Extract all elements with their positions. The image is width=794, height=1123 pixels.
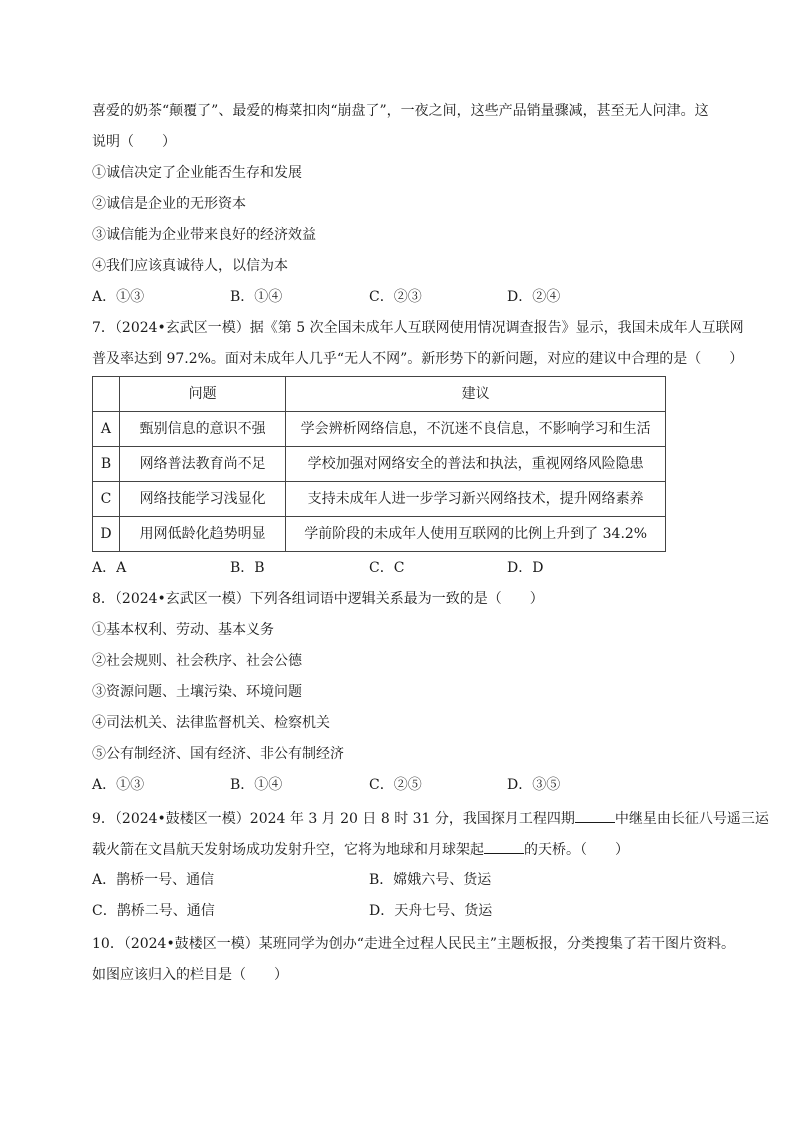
q8-statement-2: ②社会规则、社会秩序、社会公德 [92,653,302,669]
table-cell-problem: 用网低龄化趋势明显 [119,517,285,552]
table-cell-suggestion: 支持未成年人进一步学习新兴网络技术，提升网络素养 [286,482,666,517]
table-cell-suggestion: 学会辨析网络信息，不沉迷不良信息，不影响学习和生活 [286,412,666,447]
table-cell-letter: A [93,412,120,447]
q9-option-a[interactable]: A．鹊桥一号、通信 [92,872,215,888]
q7-table [92,376,666,552]
table-cell-letter: D [93,517,120,552]
q9-stem-line2 [92,839,629,860]
q8-option-d[interactable]: D．③⑤ [507,777,561,793]
q8-statement-4: ④司法机关、法律监督机关、检察机关 [92,715,330,731]
q6-option-c[interactable]: C．②③ [369,289,422,305]
q8-options [92,775,692,795]
q8-option-b[interactable]: B．①④ [230,777,283,793]
table-header-problem: 问题 [119,377,285,412]
q9-blank-1 [575,808,615,823]
q6-statement-4: ④我们应该真诚待人，以信为本 [92,258,288,274]
table-header-suggestion: 建议 [286,377,666,412]
q9-stem-line1 [92,808,769,829]
q6-option-a[interactable]: A．①③ [92,289,145,305]
q7-option-c[interactable]: C．C [369,560,405,576]
q6-option-b[interactable]: B．①④ [230,289,283,305]
q6-options [92,287,692,307]
q8-statement-3: ③资源问题、土壤污染、环境问题 [92,684,302,700]
q9-options-row2 [92,901,692,921]
table-cell-problem: 网络普法教育尚不足 [119,447,285,482]
q9-stem-line1-part1: 9．（2024•鼓楼区一模）2024 年 3 月 20 日 8 时 31 分，我国探月工程四期 [92,811,575,827]
q9-option-b[interactable]: B．嫦娥六号、货运 [369,872,492,888]
table-cell-letter: C [93,482,120,517]
q9-stem-line2-part2: 的天桥。（ ） [524,842,629,858]
q9-blank-2 [484,839,524,854]
q6-statement-1: ①诚信决定了企业能否生存和发展 [92,165,302,181]
table-header-blank [93,377,120,412]
q7-options [92,558,692,578]
q9-option-c[interactable]: C．鹊桥二号、通信 [92,903,215,919]
q8-option-a[interactable]: A．①③ [92,777,145,793]
table-cell-suggestion: 学校加强对网络安全的普法和执法，重视网络风险隐患 [286,447,666,482]
q7-option-b[interactable]: B．B [230,560,265,576]
q6-stem-line2: 说明（ ） [92,134,176,150]
q9-stem-line2-part1: 载火箭在文昌航天发射场成功发射升空，它将为地球和月球架起 [92,842,484,858]
table-header-row [93,377,666,412]
q6-stem-line1: 喜爱的奶茶“颠覆了”、最爱的梅菜扣肉“崩盘了”，一夜之间，这些产品销量骤减，甚至无人问津。这 [92,103,709,119]
q10-stem-line2: 如图应该归入的栏目是（ ） [92,967,288,983]
q9-options-row1 [92,870,692,890]
table-row [93,482,666,517]
q7-option-a[interactable]: A．A [92,560,127,576]
q8-statement-5: ⑤公有制经济、国有经济、非公有制经济 [92,746,344,762]
q8-option-c[interactable]: C．②⑤ [369,777,422,793]
q7-stem-line2: 普及率达到 97.2%。面对未成年人几乎“无人不网”。新形势下的新问题，对应的建议中合理的是（ ） [92,351,744,367]
q7-option-d[interactable]: D．D [507,560,544,576]
table-cell-problem: 甄别信息的意识不强 [119,412,285,447]
q6-statement-2: ②诚信是企业的无形资本 [92,196,246,212]
table-row [93,412,666,447]
q6-option-d[interactable]: D．②④ [507,289,561,305]
q10-stem-line1: 10．（2024•鼓楼区一模）某班同学为创办“走进全过程人民民主”主题板报，分类搜集了若干图片资料。 [92,936,736,952]
q8-stem: 8．（2024•玄武区一模）下列各组词语中逻辑关系最为一致的是（ ） [92,591,544,607]
q9-option-d[interactable]: D．天舟七号、货运 [369,903,493,919]
q7-stem-line1: 7．（2024•玄武区一模）据《第 5 次全国未成年人互联网使用情况调查报告》显示，我国未成年人互联网 [92,320,744,336]
table-cell-letter: B [93,447,120,482]
table-cell-suggestion: 学前阶段的未成年人使用互联网的比例上升到了 34.2% [286,517,666,552]
table-cell-problem: 网络技能学习浅显化 [119,482,285,517]
q9-stem-line1-part2: 中继星由长征八号遥三运 [614,811,769,827]
table-row [93,517,666,552]
table-row [93,447,666,482]
q6-statement-3: ③诚信能为企业带来良好的经济效益 [92,227,316,243]
q8-statement-1: ①基本权利、劳动、基本义务 [92,622,274,638]
